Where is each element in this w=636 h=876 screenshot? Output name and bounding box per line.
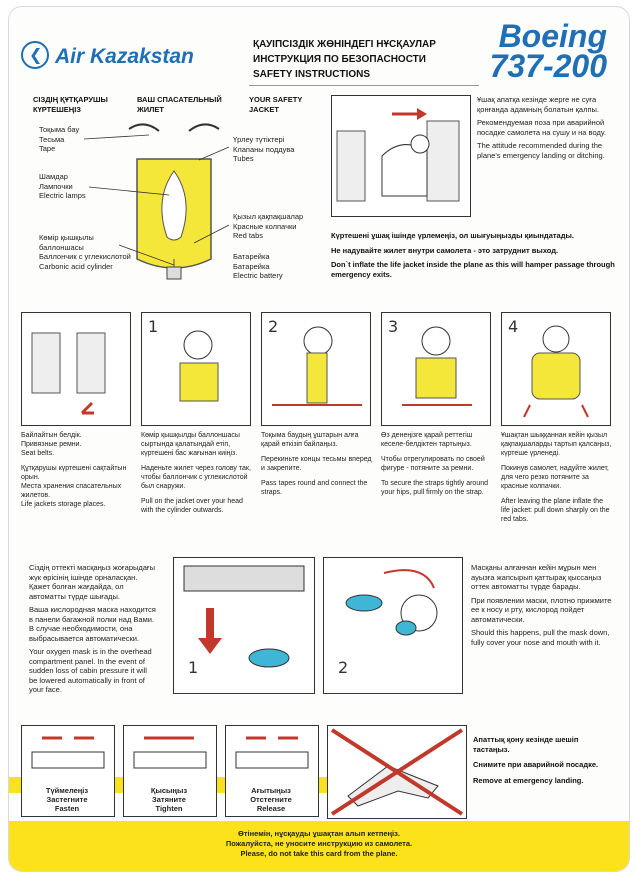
title-en: SAFETY INSTRUCTIONS <box>253 69 371 80</box>
belt-figure-fasten <box>21 725 115 817</box>
label-lamps: Шамдар Лампочки Electric lamps <box>39 172 86 200</box>
label-tape: Тоқыма бау Тесьма Tape <box>39 125 80 153</box>
leader-lines <box>29 125 249 285</box>
heels-text: Апаттық қону кезінде шешіп тастаңыз. Снимите при аварийной посадке. Remove at emergency landing. <box>473 735 599 785</box>
safety-card <box>8 6 630 872</box>
step-panel-2: 2 <box>261 312 371 426</box>
label-cylinder: Көмір қышқылы баллоншасы Баллончик с углекислотой Carbonic acid cylinder <box>39 233 131 271</box>
aircraft-model <box>487 18 607 84</box>
oxygen-figure-1: 1 <box>173 557 315 694</box>
step-panel-1: 1 <box>141 312 251 426</box>
step-text-3: Өз денеңізге қарай реттегіш кеселе-белдіктен тартыңыз. Чтобы отрегулировать по своей фигуре - потяните за ремни. To secure the straps tightly around your hips, pull firmly on the strap. <box>381 432 489 496</box>
footer-ru: Пожалуйста, не уносите инструкцию из самолета. <box>225 839 413 848</box>
brace-position-figure <box>331 95 471 217</box>
model-line1: Boeing <box>498 18 607 54</box>
step-panel-0 <box>21 312 131 426</box>
brand-name: Air Kazakstan <box>55 45 194 68</box>
step-text-2: Тоқыма баудың ұштарын алға қарай өткізіп байлаңыз. Перекиньте концы тесьмы вперед и закрепите. Pass tapes round and connect the straps. <box>261 432 372 496</box>
model-line2: 737-200 <box>489 48 607 84</box>
logo-arrow-icon: ❮ <box>29 45 43 64</box>
footer-en: Please, do not take this card from the plane. <box>240 849 398 858</box>
step-text-4: Ұшақтан шыққаннан кейін қызыл қақпақшаларды тартып қалсаңыз, күртеше үрленеді. Покинув самолет, надуйте жилет, для чего резко потяните за красные колпачки. After leaving the plane inflate the life jacket: pull down sharply on the red tabs. <box>501 432 612 523</box>
title-ru: ИНСТРУКЦИЯ ПО БЕЗОПАСНОСТИ <box>253 54 426 65</box>
step-text-0: Байлайтын белдік. Привязные ремни. Seat belts. Құтқарушы күртешені сақтайтын орын. Места хранения спасательных жилетов. Life jackets storage places. <box>21 432 127 508</box>
belt-figure-release <box>225 725 319 817</box>
no-high-heels-figure <box>327 725 467 819</box>
step-text-1: Көмір қышқылды баллоншасы сыртында қалатындай етіп, күртешені бас жағынан киіңіз. Наденьте жилет через голову так, чтобы баллончик с углекислотой был снаружи. Pull on the jacket over your head with the cylinder outwards. <box>141 432 251 514</box>
label-tubes: Үрлеу түтіктері Клапаны поддува Tubes <box>233 135 295 163</box>
brace-text: Ұшақ апатқа кезінде жерге не суға қонғанда адамның болатын қалпы. Рекомендуемая поза при аварийной посадке самолета на сушу и на воду. The attitude recommended during the plane's emergency landing or ditching. <box>477 95 606 160</box>
belt-label-fasten: Түймелеңіз Застегните Fasten <box>45 786 89 813</box>
step-panel-4: 4 <box>501 312 611 426</box>
belt-label-tighten: Қысыңыз Затяните Tighten <box>150 786 188 813</box>
jacket-col-ru: ВАШ СПАСАТЕЛЬНЫЙ ЖИЛЕТ <box>137 95 222 114</box>
label-red-tabs: Қызыл қақпақшалар Красные колпачки Red tabs <box>233 212 304 240</box>
footer-kk: Өтінемін, нұсқауды ұшақтан алып кетпеңіз. <box>238 829 400 838</box>
card-titles <box>253 37 436 82</box>
airline-logo <box>21 41 49 69</box>
inflate-warning: Күртешені ұшақ ішінде үрлемеңіз, ол шығуыңызды қиындатады. Не надувайте жилет внутри самолета - это затруднит выход. Don`t inflate the life jacket inside the plane as this will hamper passage through emergency exits. <box>331 231 615 279</box>
title-kk: ҚАУІПСІЗДІК ЖӨНІНДЕГІ НҰСҚАУЛАР <box>253 39 436 50</box>
oxygen-right-text: Масқаны алғаннан кейін мұрын мен ауызға жапсырып қаттырақ қыссаңыз оттек автоматты түрде барады. При появлении маски, плотно прижмите ее к носу и рту, кислород пойдет автоматически. Should this happens, pull the mask down, fully cover your nose and mouth with it. <box>471 563 612 647</box>
belt-label-release: Ағытыңыз Отстегните Release <box>250 786 292 813</box>
header-divider <box>249 85 479 86</box>
belt-figure-tighten <box>123 725 217 817</box>
footer-notice <box>9 821 629 871</box>
step-panel-3: 3 <box>381 312 491 426</box>
oxygen-text: Сіздің оттекті масқаңыз жоғарыдағы жүк өрісінің ішінде орналасқан. Қажет болған жағдайда, ол автоматты түрде шығады. Ваша кислородная маска находится в панели багажной полки над Вами. В случае необходимости, она выбрасывается автоматически. Your oxygen mask is in the overhead compartment panel. In the event of sudden loss of cabin pressure it will be lowered automatically in front of your face. <box>29 563 156 694</box>
jacket-col-en: YOUR SAFETY JACKET <box>249 95 303 114</box>
label-battery: Батарейка Батарейка Electric battery <box>233 252 283 280</box>
oxygen-figure-2: 2 <box>323 557 463 694</box>
jacket-col-kk: СІЗДІҢ ҚҰТҚАРУШЫ КҮРТЕШЕҢІЗ <box>33 95 108 114</box>
